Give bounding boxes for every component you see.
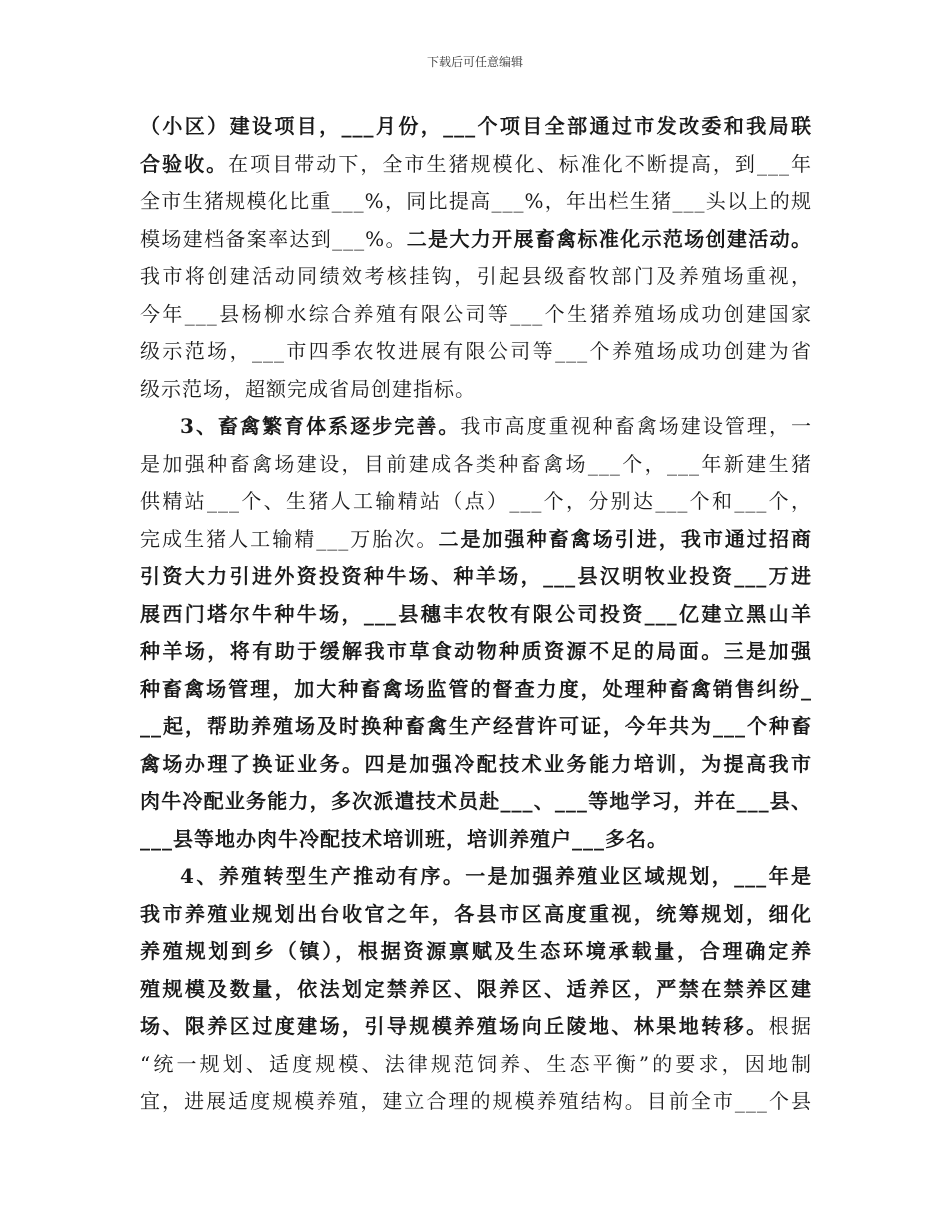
text-line (140, 746, 812, 784)
bold-text-segment: 二是大力开展畜禽标准化示范场创建活动。 (406, 226, 812, 251)
text-segment: 完成生猪人工输精___万胎次。 (140, 526, 439, 551)
text-line (140, 258, 812, 296)
text-line (140, 146, 812, 184)
bold-text-segment: 展西门塔尔牛种牛场，___县穗丰农牧有限公司投资___亿建立黑山羊 (140, 601, 812, 626)
page-header: 下载后可任意编辑 (426, 55, 523, 69)
text-segment: 在项目带动下，全市生猪规模化、标准化不断提高，到___年 (228, 151, 812, 176)
bold-text-segment: 种畜禽场管理，加大种畜禽场监管的督查力度，处理种畜禽销售纠纷_ (140, 676, 812, 701)
text-segment: 我市将创建活动同绩效考核挂钩，引起县级畜牧部门及养殖场重视， (140, 264, 812, 288)
text-line (140, 221, 812, 259)
bold-text-segment: 合验收。 (140, 151, 229, 176)
text-line (140, 933, 812, 971)
bold-text-segment: 我市养殖业规划出台收官之年，各县市区高度重视，统筹规划，细化 (140, 901, 812, 926)
text-line (140, 446, 812, 484)
text-segment: 宜，进展适度规模养殖，建立合理的规模养殖结构。目前全市___个县 (140, 1089, 812, 1113)
text-segment: 供精站___个、生猪人工输精站（点）___个，分别达___个和___个， (140, 489, 812, 513)
bold-text-segment: （小区）建设项目，___月份，___个项目全部通过市发改委和我局联 (140, 114, 812, 138)
text-line (140, 408, 812, 446)
text-line (140, 483, 812, 521)
bold-text-segment: 种羊场，将有助于缓解我市草食动物种质资源不足的局面。三是加强 (140, 639, 812, 663)
bold-text-segment: 4、养殖转型生产推动有序。一是加强养殖业区域规划，___年是 (180, 864, 812, 888)
text-line (140, 633, 812, 671)
text-line (140, 858, 812, 896)
bold-text-segment: 3、畜禽繁育体系逐步完善。 (180, 414, 461, 438)
text-line (140, 1008, 812, 1046)
text-segment: 模场建档备案率达到___%。 (140, 226, 407, 251)
text-line (140, 371, 812, 409)
text-line (140, 671, 812, 709)
text-line (140, 1046, 812, 1084)
text-line (140, 821, 812, 859)
text-line (140, 896, 812, 934)
text-segment: 级示范场，超额完成省局创建指标。 (140, 376, 476, 401)
text-line (140, 108, 812, 146)
text-line (140, 521, 812, 559)
bold-text-segment: 场、限养区过度建场，引导规模养殖场向丘陵地、林果地转移。 (140, 1014, 769, 1038)
bold-text-segment: 禽场办理了换证业务。四是加强冷配技术业务能力培训，为提高我市 (140, 751, 812, 776)
bold-text-segment: ___县等地办肉牛冷配技术培训班，培训养殖户___多名。 (140, 826, 668, 851)
text-segment: 今年___县杨柳水综合养殖有限公司等___个生猪养殖场成功创建国家 (140, 301, 812, 326)
bold-text-segment: 肉牛冷配业务能力，多次派遣技术员赴___、___等地学习，并在___县、 (140, 789, 812, 813)
text-line (140, 1083, 812, 1121)
document-body (140, 108, 812, 1121)
bold-text-segment: 引资大力引进外资投资种牛场、种羊场，___县汉明牧业投资___万进 (140, 564, 812, 588)
text-line (140, 708, 812, 746)
text-line (140, 783, 812, 821)
text-line (140, 296, 812, 334)
text-line (140, 596, 812, 634)
text-segment: “统一规划、适度规模、法律规范饲养、生态平衡”的要求，因地制 (140, 1051, 812, 1076)
bold-text-segment: __起，帮助养殖场及时换种畜禽生产经营许可证，今年共为___个种畜 (140, 714, 812, 738)
text-segment: 全市生猪规模化比重___%，同比提高___%，年出栏生猪___头以上的规 (140, 189, 812, 213)
bold-text-segment: 养殖规划到乡（镇），根据资源禀赋及生态环境承载量，合理确定养 (140, 939, 812, 963)
bold-text-segment: 殖规模及数量，依法划定禁养区、限养区、适养区，严禁在禁养区建 (140, 976, 812, 1001)
text-segment: 是加强种畜禽场建设，目前建成各类种畜禽场___个，___年新建生猪 (140, 451, 812, 476)
bold-text-segment: 二是加强种畜禽场引进，我市通过招商 (438, 526, 812, 551)
text-line (140, 333, 812, 371)
text-segment: 我市高度重视种畜禽场建设管理，一 (460, 414, 812, 438)
text-line (140, 183, 812, 221)
text-line (140, 971, 812, 1009)
text-line (140, 558, 812, 596)
text-segment: 级示范场，___市四季农牧进展有限公司等___个养殖场成功创建为省 (140, 339, 812, 363)
text-segment: 根据 (768, 1014, 812, 1038)
